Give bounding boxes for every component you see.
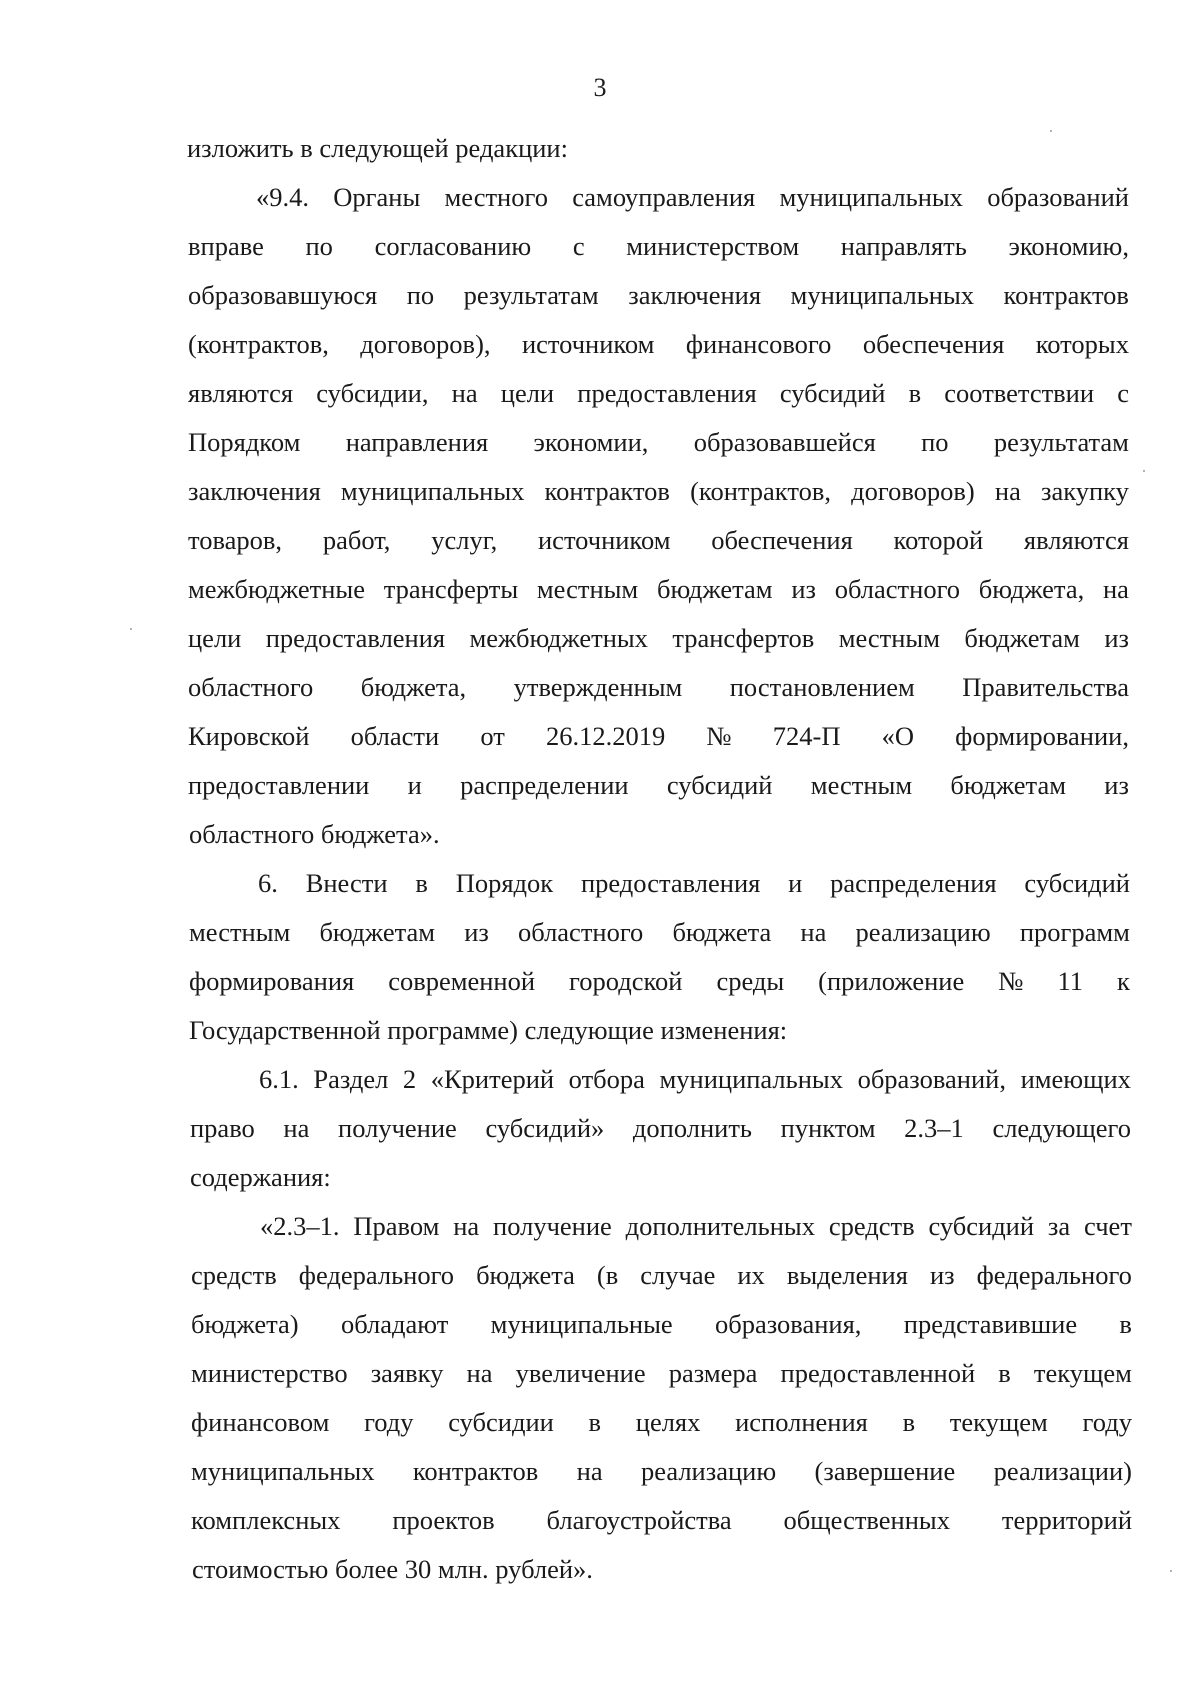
- word: следующего: [992, 1113, 1131, 1143]
- word: вправе: [188, 231, 264, 261]
- word: реализацию: [855, 917, 991, 947]
- word: 724-П: [772, 721, 841, 751]
- word: на: [453, 1211, 480, 1241]
- word: году: [1082, 1407, 1132, 1437]
- word: по: [406, 280, 435, 310]
- word: местным: [536, 574, 639, 604]
- word: соответствии: [944, 378, 1095, 408]
- text-line: [188, 572, 1129, 606]
- word: №: [998, 966, 1024, 996]
- word: (приложение: [818, 966, 965, 996]
- text-line: [191, 1503, 1132, 1537]
- text-line: [188, 621, 1129, 655]
- word: и: [788, 868, 803, 898]
- word: текущем: [949, 1407, 1048, 1437]
- word: услуг,: [431, 525, 498, 555]
- word: контрактов: [1003, 280, 1129, 310]
- word: имеющих: [1020, 1064, 1131, 1094]
- word: межбюджетных: [469, 623, 648, 653]
- word: из: [1104, 770, 1129, 800]
- word: местным: [838, 623, 940, 653]
- text-line: [188, 474, 1129, 508]
- word: заявку: [370, 1358, 444, 1388]
- word: Внести: [305, 868, 388, 898]
- word: бюджета: [476, 1260, 575, 1290]
- word: 26.12.2019: [545, 721, 666, 751]
- word: местного: [444, 182, 548, 212]
- word: на: [283, 1113, 310, 1143]
- word: цели: [188, 623, 242, 653]
- text-line: [188, 229, 1129, 263]
- text-line: [188, 278, 1129, 312]
- word: муниципальных: [790, 280, 975, 310]
- word: финансовом: [191, 1407, 330, 1437]
- word: предоставленной: [780, 1358, 976, 1388]
- word: на: [576, 1456, 603, 1486]
- word: формирования: [189, 966, 355, 996]
- word: дополнить: [632, 1113, 752, 1143]
- word: предоставления: [580, 868, 761, 898]
- word: с: [572, 231, 585, 261]
- word: и: [407, 770, 422, 800]
- word: в: [908, 378, 922, 408]
- text-line: Государственной программе) следующие изменения:: [189, 1015, 788, 1045]
- word: финансового: [685, 329, 832, 359]
- word: распределения: [830, 868, 997, 898]
- word: утвержденным: [513, 672, 683, 702]
- text-line: [188, 523, 1129, 557]
- word: заключения: [628, 280, 762, 310]
- word: предоставлении: [188, 770, 370, 800]
- word: направления: [345, 427, 489, 457]
- word: дополнительных: [625, 1211, 815, 1241]
- word: межбюджетные: [188, 574, 365, 604]
- word: областного: [188, 672, 314, 702]
- scan-speck: [130, 628, 132, 630]
- word: случае: [640, 1260, 716, 1290]
- text-line: [256, 180, 1129, 214]
- word: (контрактов,: [690, 476, 831, 506]
- word: образований,: [857, 1064, 1006, 1094]
- text-line: [191, 1454, 1132, 1488]
- word: выделения: [786, 1260, 908, 1290]
- word: на: [466, 1358, 493, 1388]
- word: 6.: [258, 868, 278, 898]
- word: муниципальных: [191, 1456, 375, 1486]
- word: результатам: [463, 280, 599, 310]
- word: контрактов: [412, 1456, 539, 1486]
- word: на: [451, 378, 478, 408]
- text-line: [191, 1307, 1132, 1341]
- word: бюджетам: [950, 770, 1066, 800]
- word: «2.3–1.: [260, 1211, 340, 1241]
- word: по: [921, 427, 949, 457]
- word: распределении: [460, 770, 629, 800]
- word: источником: [521, 329, 655, 359]
- word: областного: [834, 574, 961, 604]
- word: договоров): [851, 476, 975, 506]
- word: реализацию: [641, 1456, 777, 1486]
- text-line: [188, 327, 1129, 361]
- word: самоуправления: [572, 182, 756, 212]
- word: из: [929, 1260, 955, 1290]
- word: области: [350, 721, 440, 751]
- word: «О: [881, 721, 915, 751]
- word: субсидий: [1024, 868, 1130, 898]
- word: от: [480, 721, 505, 751]
- word: современной: [388, 966, 536, 996]
- word: бюджета): [191, 1309, 299, 1339]
- word: средств: [828, 1211, 915, 1241]
- word: «Критерий: [430, 1064, 555, 1094]
- word: результатам: [993, 427, 1129, 457]
- word: товаров,: [188, 525, 283, 555]
- word: 2: [402, 1064, 417, 1094]
- text-line: [188, 719, 1129, 753]
- word: из: [1104, 623, 1129, 653]
- word: которых: [1035, 329, 1129, 359]
- word: получение: [338, 1113, 457, 1143]
- word: бюджетам: [656, 574, 773, 604]
- word: образований: [987, 182, 1129, 212]
- word: министерство: [191, 1358, 348, 1388]
- word: закупку: [1041, 476, 1129, 506]
- word: экономию,: [1008, 231, 1129, 261]
- word: году: [364, 1407, 414, 1437]
- word: бюджетам: [964, 623, 1080, 653]
- word: муниципальных: [779, 182, 963, 212]
- word: согласованию: [374, 231, 532, 261]
- word: образовавшуюся: [188, 280, 378, 310]
- word: Порядком: [188, 427, 301, 457]
- word: субсидий: [666, 770, 773, 800]
- word: Правительства: [962, 672, 1129, 702]
- text-line: [188, 670, 1129, 704]
- word: областного: [518, 917, 644, 947]
- word: обеспечения: [711, 525, 853, 555]
- word: направлять: [840, 231, 967, 261]
- word: постановлением: [729, 672, 915, 702]
- scan-speck: [1050, 130, 1052, 132]
- word: средств: [191, 1260, 277, 1290]
- text-line: [188, 425, 1129, 459]
- word: представившие: [903, 1309, 1078, 1339]
- word: их: [737, 1260, 765, 1290]
- word: размера: [668, 1358, 758, 1388]
- text-line: [260, 1209, 1132, 1243]
- word: цели: [500, 378, 555, 408]
- word: из: [464, 917, 489, 947]
- word: счет: [1084, 1211, 1132, 1241]
- word: в: [998, 1358, 1011, 1388]
- word: на: [800, 917, 827, 947]
- word: целях: [635, 1407, 701, 1437]
- word: обладают: [340, 1309, 449, 1339]
- word: 2.3–1: [904, 1113, 964, 1143]
- scan-speck: [1143, 470, 1145, 472]
- word: за: [1047, 1211, 1071, 1241]
- word: (завершение: [814, 1456, 956, 1486]
- word: Раздел: [313, 1064, 389, 1094]
- word: (контрактов,: [188, 329, 329, 359]
- word: местным: [189, 917, 291, 947]
- word: комплексных: [191, 1505, 341, 1535]
- text-line: [259, 1062, 1131, 1096]
- word: работ,: [322, 525, 391, 555]
- text-line: [191, 1258, 1132, 1292]
- word: образовавшейся: [693, 427, 876, 457]
- word: Органы: [333, 182, 421, 212]
- word: трансфертов: [672, 623, 815, 653]
- word: (в: [596, 1260, 619, 1290]
- word: которой: [893, 525, 984, 555]
- word: муниципальных: [659, 1064, 843, 1094]
- word: исполнения: [735, 1407, 868, 1437]
- word: «9.4.: [256, 182, 309, 212]
- word: городской: [569, 966, 683, 996]
- word: являются: [1023, 525, 1129, 555]
- word: бюджетам: [319, 917, 436, 947]
- word: субсидии,: [316, 378, 429, 408]
- word: на: [1103, 574, 1129, 604]
- word: экономии,: [533, 427, 649, 457]
- text-line: [189, 964, 1130, 998]
- word: право: [190, 1113, 255, 1143]
- scan-speck: [1170, 1570, 1172, 1572]
- word: субсидий: [779, 378, 886, 408]
- word: договоров),: [360, 329, 491, 359]
- word: благоустройства: [546, 1505, 732, 1535]
- word: министерством: [626, 231, 800, 261]
- word: в: [902, 1407, 916, 1437]
- text-line: стоимостью более 30 млн. рублей».: [192, 1554, 593, 1584]
- text-line: областного бюджета».: [189, 819, 440, 849]
- word: реализации): [993, 1456, 1132, 1486]
- word: субсидии: [448, 1407, 554, 1437]
- word: контрактов: [544, 476, 670, 506]
- word: на: [994, 476, 1021, 506]
- word: Порядок: [455, 868, 554, 898]
- word: отбора: [568, 1064, 645, 1094]
- word: в: [415, 868, 428, 898]
- text-line: [191, 1356, 1132, 1390]
- word: текущем: [1033, 1358, 1132, 1388]
- text-line: содержания:: [190, 1162, 331, 1192]
- word: 6.1.: [259, 1064, 299, 1094]
- word: программ: [1019, 917, 1130, 947]
- word: субсидий»: [485, 1113, 605, 1143]
- word: проектов: [392, 1505, 495, 1535]
- word: обеспечения: [862, 329, 1005, 359]
- word: муниципальные: [490, 1309, 673, 1339]
- text-line: изложить в следующей редакции:: [187, 133, 568, 163]
- word: в: [588, 1407, 602, 1437]
- word: местным: [810, 770, 913, 800]
- word: бюджета,: [978, 574, 1085, 604]
- word: субсидий: [928, 1211, 1035, 1241]
- word: 11: [1057, 966, 1084, 996]
- word: являются: [188, 378, 294, 408]
- text-line: [258, 866, 1130, 900]
- word: формировании,: [955, 721, 1129, 751]
- word: из: [791, 574, 816, 604]
- word: трансферты: [383, 574, 519, 604]
- word: общественных: [783, 1505, 950, 1535]
- text-line: [188, 768, 1129, 802]
- word: бюджета: [672, 917, 772, 947]
- page-number: 3: [593, 73, 607, 102]
- word: №: [706, 721, 732, 751]
- word: по: [305, 231, 333, 261]
- word: территорий: [1001, 1505, 1132, 1535]
- word: федерального: [298, 1260, 455, 1290]
- text-line: [190, 1111, 1131, 1145]
- word: с: [1117, 378, 1129, 408]
- text-line: [188, 376, 1129, 410]
- text-line: [189, 915, 1130, 949]
- word: среды: [716, 966, 785, 996]
- word: предоставления: [577, 378, 757, 408]
- word: Правом: [353, 1211, 440, 1241]
- word: предоставления: [265, 623, 446, 653]
- word: к: [1117, 966, 1130, 996]
- word: источником: [538, 525, 671, 555]
- word: муниципальных: [340, 476, 525, 506]
- word: получение: [493, 1211, 612, 1241]
- text-line: [191, 1405, 1132, 1439]
- word: заключения: [188, 476, 321, 506]
- word: увеличение: [515, 1358, 646, 1388]
- word: в: [1119, 1309, 1132, 1339]
- word: бюджета,: [360, 672, 467, 702]
- word: Кировской: [188, 721, 310, 751]
- word: образования,: [715, 1309, 862, 1339]
- word: федерального: [976, 1260, 1132, 1290]
- word: пунктом: [780, 1113, 876, 1143]
